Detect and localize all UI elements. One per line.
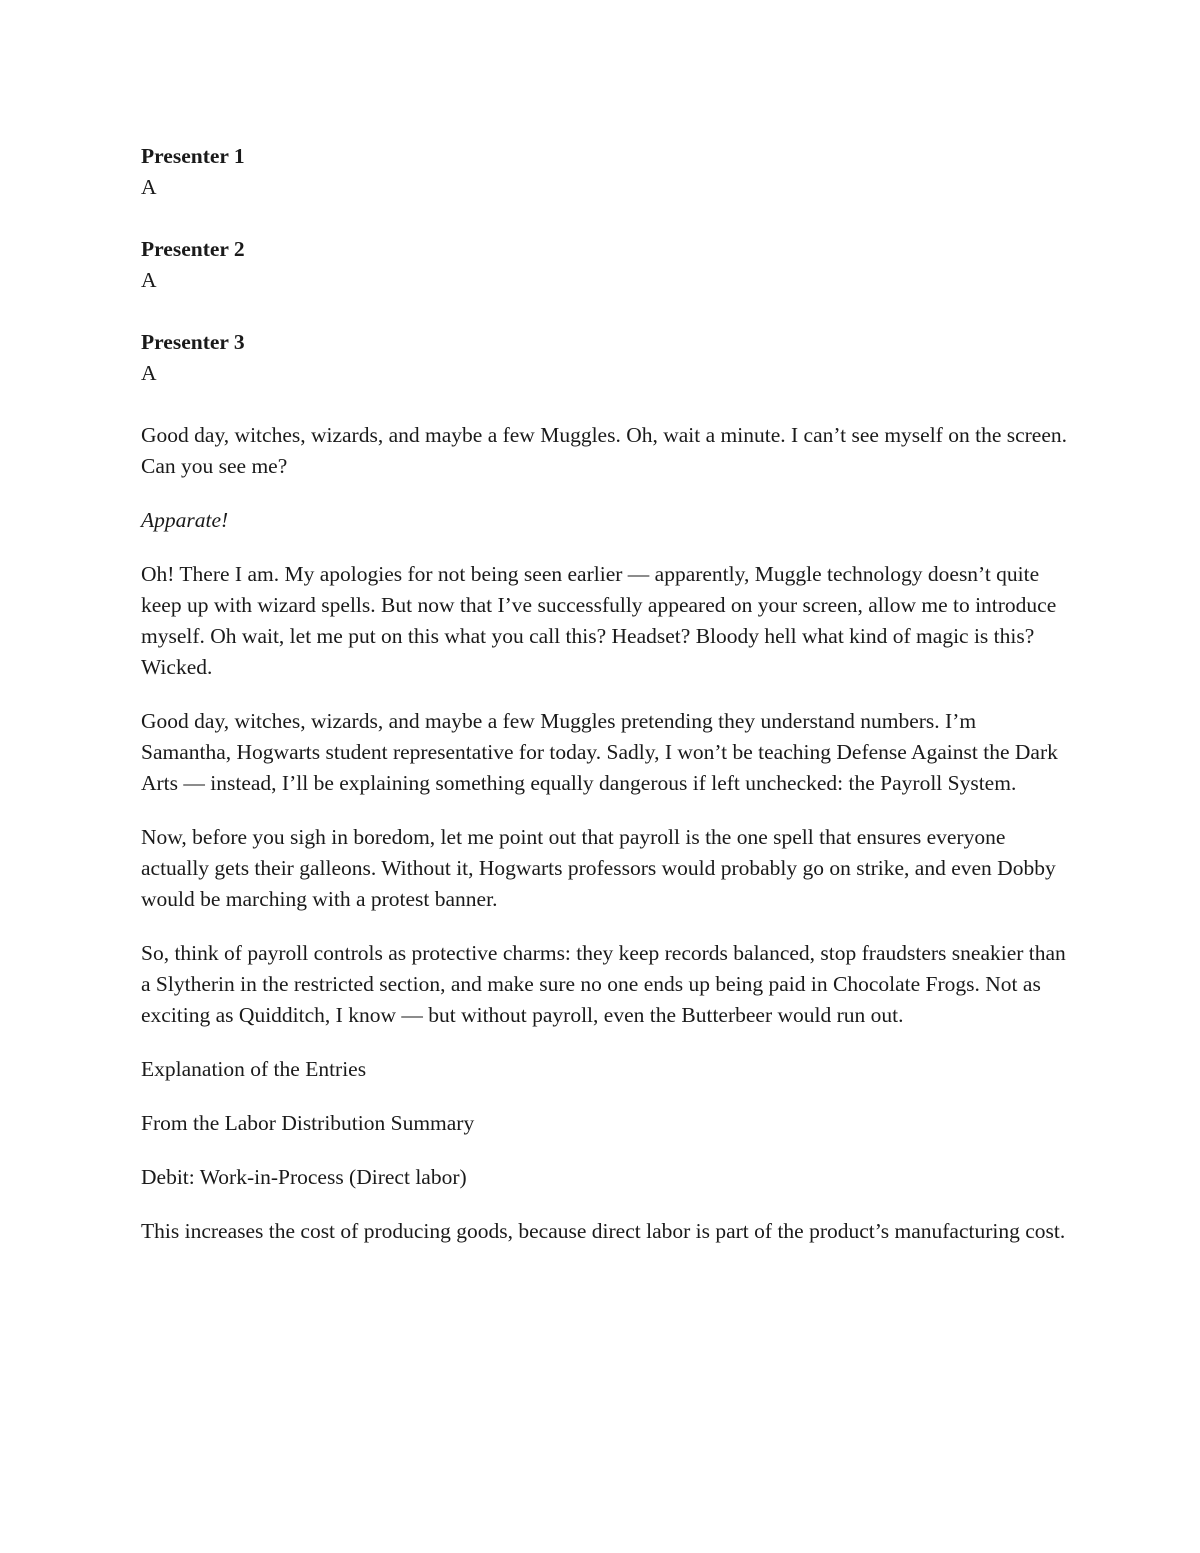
presenter-value: A [141,268,157,292]
paragraph-spell: Apparate! [141,508,229,532]
section-heading-explanation: Explanation of the Entries [141,1057,367,1081]
presenter-value: A [141,175,157,199]
presenter-block-1 [141,141,1071,203]
presenter-block-2 [141,234,1071,296]
paragraph-entry-explanation: This increases the cost of producing goods, because direct labor is part of the product’s manufacturing cost. [141,1219,1066,1243]
presenter-heading: Presenter 2 [141,237,245,261]
paragraph-introduction: Oh! There I am. My apologies for not being seen earlier — apparently, Muggle technology doesn’t quite keep up with wizard spells. But now that I’ve successfully appeared on your screen, allow me to introduce myself. Oh wait, let me put on this what you call this? Headset? Bloody hell what kind of magic is this? Wicked. [141,562,1057,679]
paragraph-self-intro: Good day, witches, wizards, and maybe a few Muggles pretending they understand numbers. I’m Samantha, Hogwarts student representative for today. Sadly, I won’t be teaching Defense Against the Dark Arts — instead, I’ll be explaining something equally dangerous if left unchecked: the Payroll System. [141,709,1058,795]
presenter-block-3 [141,327,1071,389]
presenter-value: A [141,361,157,385]
presenter-heading: Presenter 1 [141,144,245,168]
entry-debit-wip: Debit: Work-in-Process (Direct labor) [141,1165,467,1189]
paragraph-greeting: Good day, witches, wizards, and maybe a few Muggles. Oh, wait a minute. I can’t see myself on the screen. Can you see me? [141,423,1068,478]
subheading-labor-distribution: From the Labor Distribution Summary [141,1111,475,1135]
presenter-heading: Presenter 3 [141,330,245,354]
paragraph-payroll-controls: So, think of payroll controls as protective charms: they keep records balanced, stop fraudsters sneakier than a Slytherin in the restricted section, and make sure no one ends up being paid in Chocolate Frogs. Not as exciting as Quidditch, I know — but without payroll, even the Butterbeer would run out. [141,941,1066,1027]
document-page [141,141,1071,1270]
paragraph-payroll-importance: Now, before you sigh in boredom, let me point out that payroll is the one spell that ensures everyone actually gets their galleons. Without it, Hogwarts professors would probably go on strike, and even Dobby would be marching with a protest banner. [141,825,1056,911]
